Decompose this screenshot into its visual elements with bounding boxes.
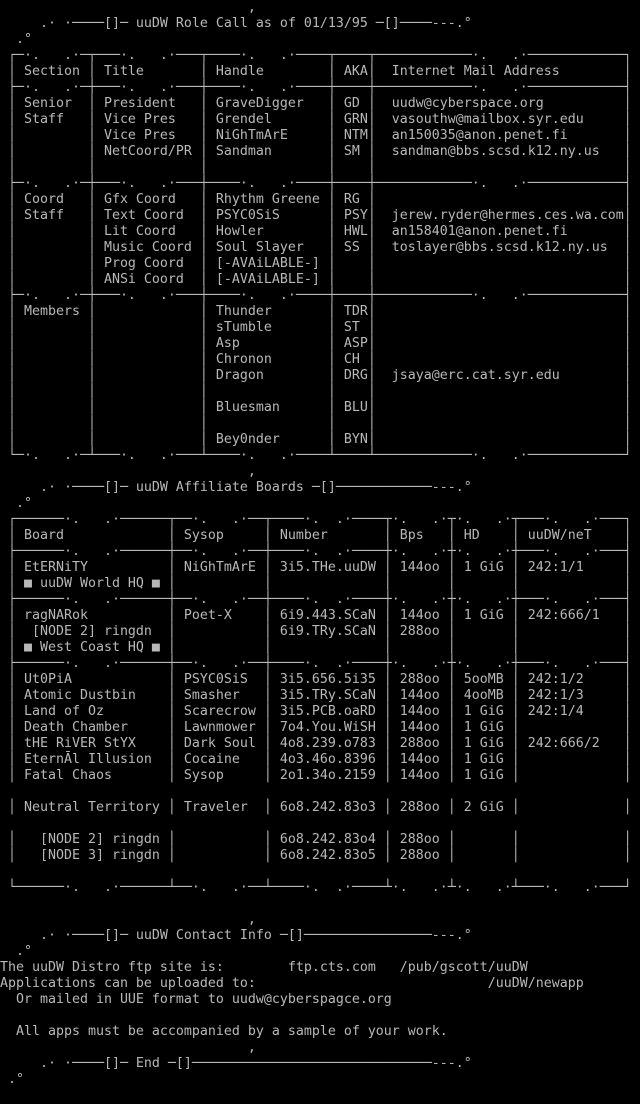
contact-note: All apps must be accompanied by a sample of your work. [0, 1024, 448, 1039]
affiliate-row: │ Neutral Territory │ Traveler │ 6o8.242.83o3 │ 288oo │ 2 GiG │ │ [0, 800, 632, 815]
affiliate-row: │ tHE RiVER StYX │ Dark Soul │ 4o8.239.o783 │ 288oo │ 1 GiG │ 242:666/2 │ [0, 736, 632, 751]
affiliate-row: │ ■ uuDW World HQ ■ │ │ │ │ │ │ [0, 576, 632, 591]
role-call-border-sep: ├─·. .·─┼───·. .·───┼────·. .·────┼────┼────────────·. .·────────────┤ [0, 176, 632, 191]
role-call-row: │ │ Prog Coord │ [-AVAiLABLE-] │ │ │ [0, 256, 632, 271]
role-call-row: │ Staff │ Vice Pres │ Grendel │ GRN│ vasouthw@mailbox.syr.edu │ [0, 112, 632, 127]
affiliate-gap-row [0, 784, 640, 800]
affiliate-row: │ Atomic Dustbin │ Smasher │ 3i5.TRy.SCaN │ 144oo │ 4ooMB │ 242:1/3 │ [0, 688, 632, 703]
affiliate-row: │ [NODE 2] ringdn │ │ 6i9.TRy.SCaN │ 288oo │ │ │ [0, 624, 632, 639]
role-call-row: │ │ │ Dragon │ DRG│ jsaya@erc.cat.syr.edu │ [0, 368, 632, 383]
decor-comma: , [0, 912, 256, 927]
role-call-row: │ Members │ │ Thunder │ TDR│ │ [0, 304, 632, 319]
affiliate-row: │ EternĀl Illusion │ Cocaine │ 4o3.46o.8396 │ 144oo │ 1 GiG │ │ [0, 752, 632, 767]
affiliate-row: │ Land of Oz │ Scarecrow │ 3i5.PCB.oaRD │ 144oo │ 1 GiG │ 242:1/4 │ [0, 704, 632, 719]
role-call-row: │ │ │ Bluesman │ BLU│ │ [0, 400, 632, 415]
decor-dot: .° [0, 32, 32, 47]
blank-line [0, 1008, 640, 1024]
role-call-row: │ Staff │ Text Coord │ PSYC0SiS │ PSY│ jerew.ryder@hermes.ces.wa.com│ [0, 208, 632, 223]
decor-dot: .° [0, 1072, 24, 1087]
role-call-row: │ Senior │ President │ GraveDigger │ GD │ uudw@cyberspace.org │ [0, 96, 632, 111]
affiliate-row: │ EtERNiTY │ NiGhTmArE │ 3i5.THe.uuDW │ 144oo │ 1 GiG │ 242:1/1 │ [0, 560, 632, 575]
contact-mail-line: Or mailed in UUE format to uudw@cyberspagce.org [0, 992, 392, 1007]
affiliate-border-sep: ├──────·. .·──────┼──·. .·──┼────·. .·────┼·. .·┼·. .·┼───·. .·───┤ [0, 656, 632, 671]
decor-comma: , [0, 0, 256, 15]
role-call-header-row: │ Section │ Title │ Handle │ AKA│ Internet Mail Address │ [0, 64, 632, 79]
affiliate-border-bottom: └──────·. .·──────┴──·. .·──┴────·. .·────┴·. .·┴·. .·┴───·. .·───┘ [0, 880, 632, 895]
role-call-row: │ │ │ Chronon │ CH │ │ [0, 352, 632, 367]
affiliate-row: │ Fatal Chaos │ Sysop │ 2o1.34o.2159 │ 144oo │ 1 GiG │ │ [0, 768, 632, 783]
role-call-border-top: ┌─·. .·─┬───·. .·───┬────·. .·────┬────┬────────────·. .·────────────┐ [0, 48, 632, 63]
header-contact-info: .· ·────[]─ uuDW Contact Info ─[]────────────────---.° [0, 928, 472, 943]
role-call-border-sep: ├─·. .·─┼───·. .·───┼────·. .·────┼────┼────────────·. .·────────────┤ [0, 288, 632, 303]
affiliate-row: │ [NODE 3] ringdn │ │ 6o8.242.83o5 │ 288oo │ │ │ [0, 848, 632, 863]
affiliate-row: │ [NODE 2] ringdn │ │ 6o8.242.83o4 │ 288oo │ │ │ [0, 832, 632, 847]
blank-line [0, 1088, 640, 1104]
role-call-border-sep: ├─·. .·─┼───·. .·───┼────·. .·────┼────┼────────────·. .·────────────┤ [0, 80, 632, 95]
decor-comma: , [0, 464, 256, 479]
role-call-row: │ │ │ sTumble │ ST │ │ [0, 320, 632, 335]
role-call-row: │ │ NetCoord/PR │ Sandman │ SM │ sandman@bbs.scsd.k12.ny.us │ [0, 144, 632, 159]
affiliate-gap-row [0, 816, 640, 832]
header-role-call: .· ·────[]─ uuDW Role Call as of 01/13/95 ─[]────---.° [0, 16, 472, 31]
contact-upload-line: Applications can be uploaded to: /uuDW/newapp [0, 976, 584, 991]
affiliate-header-row: │ Board │ Sysop │ Number │ Bps │ HD │ uuDW/neT │ [0, 528, 632, 543]
affiliate-border-sep: ├──────·. .·──────┼──·. .·──┼────·. .·────┼·. .·┼·. .·┼───·. .·───┤ [0, 592, 632, 607]
affiliate-row: │ ■ West Coast HQ ■ │ │ │ │ │ │ [0, 640, 632, 655]
decor-comma: , [0, 1040, 256, 1055]
header-end: .· ·────[]─ End ─[]──────────────────────────────---.° [0, 1056, 472, 1071]
affiliate-border-sep: ├──────·. .·──────┼──·. .·──┼────·. .·────┼·. .·┼·. .·┼───·. .·───┤ [0, 544, 632, 559]
header-affiliate-boards: .· ·────[]─ uuDW Affiliate Boards ─[]────────────---.° [0, 480, 472, 495]
blank-line [0, 896, 640, 912]
role-call-row: │ │ Music Coord │ Soul Slayer │ SS │ toslayer@bbs.scsd.k12.ny.us │ [0, 240, 632, 255]
role-call-row: │ │ Vice Pres │ NiGhTmArE │ NTM│ an150035@anon.penet.fi │ [0, 128, 632, 143]
role-call-empty-row: │ │ │ │ │ │ [0, 384, 632, 399]
role-call-empty-row: │ │ │ │ │ │ [0, 160, 632, 175]
role-call-row: │ Coord │ Gfx Coord │ Rhythm Greene │ RG │ │ [0, 192, 632, 207]
affiliate-row: │ ragNARok │ Poet-X │ 6i9.443.SCaN │ 144oo │ 1 GiG │ 242:666/1 │ [0, 608, 632, 623]
decor-dot: .° [0, 944, 32, 959]
decor-dot: .° [0, 496, 32, 511]
affiliate-row: │ Ut0PiA │ PSYC0SiS │ 3i5.656.5i35 │ 288oo │ 5ooMB │ 242:1/2 │ [0, 672, 632, 687]
role-call-row: │ │ Lit Coord │ Howler │ HWL│ an158401@anon.penet.fi │ [0, 224, 632, 239]
role-call-row: │ │ │ Asp │ ASP│ │ [0, 336, 632, 351]
affiliate-border-top: ┌──────·. .·──────┬──·. .·──┬────·. .·────┬·. .·┬·. .·┬───·. .·───┐ [0, 512, 632, 527]
role-call-row: │ │ │ Bey0nder │ BYN│ │ [0, 432, 632, 447]
affiliate-gap-row [0, 864, 640, 880]
role-call-border-bottom: └─·. .·─┴───·. .·───┴────·. .·────┴────┴────────────·. .·────────────┘ [0, 448, 632, 463]
role-call-empty-row: │ │ │ │ │ │ [0, 416, 632, 431]
role-call-row: │ │ ANSi Coord │ [-AVAiLABLE-] │ │ │ [0, 272, 632, 287]
affiliate-row: │ Death Chamber │ Lawnmower │ 7o4.You.WiSH │ 144oo │ 1 GiG │ │ [0, 720, 632, 735]
contact-ftp-line: The uuDW Distro ftp site is: ftp.cts.com /pub/gscott/uuDW [0, 960, 528, 975]
